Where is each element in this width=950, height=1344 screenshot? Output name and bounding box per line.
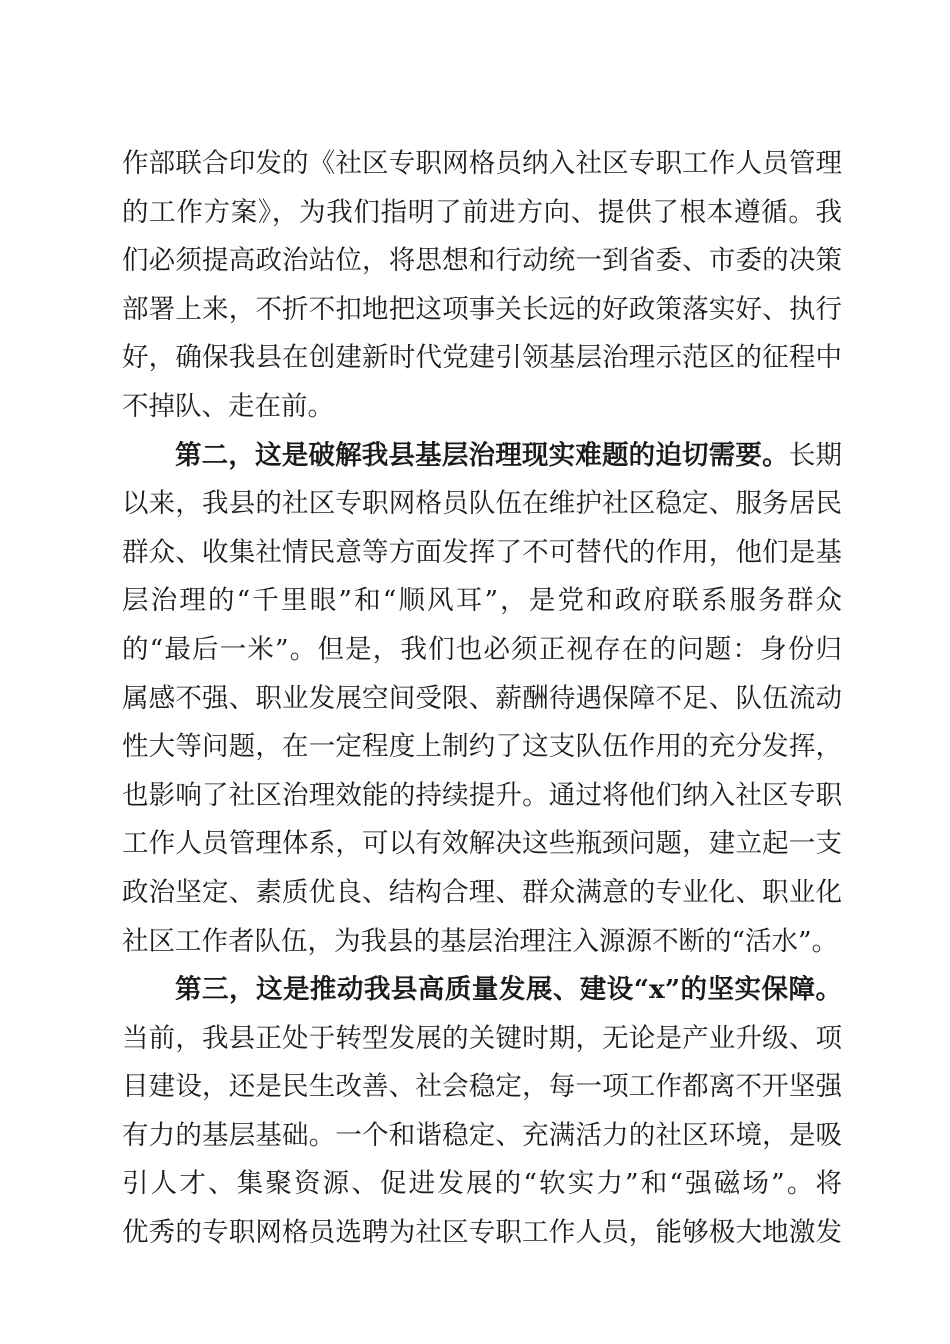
text-line bbox=[122, 966, 842, 1015]
text-line: 部署上来，不折不扣地把这项事关长远的好政策落实好、执行 bbox=[122, 293, 842, 325]
text-line: 有力的基层基础。一个和谐稳定、充满活力的社区环境，是吸 bbox=[122, 1119, 842, 1151]
paragraph-heading: 第二，这是破解我县基层治理现实难题的迫切需要。 bbox=[175, 439, 789, 471]
heading-continuation: 长期 bbox=[788, 439, 842, 471]
paragraph-2 bbox=[122, 432, 842, 967]
text-line: 以来，我县的社区专职网格员队伍在维护社区稳定、服务居民 bbox=[122, 488, 842, 520]
text-line: 的“最后一米”。但是，我们也必须正视存在的问题：身份归 bbox=[122, 633, 842, 665]
paragraph-heading: 第三，这是推动我县高质量发展、建设“x”的坚实保障。 bbox=[175, 974, 842, 1006]
text-line: 的工作方案》，为我们指明了前进方向、提供了根本遵循。我 bbox=[122, 196, 842, 228]
text-line: 层治理的“千里眼”和“顺风耳”，是党和政府联系服务群众 bbox=[122, 585, 842, 617]
paragraph-1 bbox=[122, 140, 842, 432]
text-line: 不掉队、走在前。 bbox=[122, 390, 334, 422]
text-line: 作部联合印发的《社区专职网格员纳入社区专职工作人员管理 bbox=[122, 148, 842, 179]
text-line: 性大等问题，在一定程度上制约了这支队伍作用的充分发挥， bbox=[122, 731, 842, 763]
text-line: 政治坚定、素质优良、结构合理、群众满意的专业化、职业化 bbox=[122, 876, 842, 908]
text-line: 群众、收集社情民意等方面发挥了不可替代的作用，他们是基 bbox=[122, 536, 842, 568]
text-line: 目建设，还是民生改善、社会稳定，每一项工作都离不开坚强 bbox=[122, 1071, 842, 1103]
text-line: 工作人员管理体系，可以有效解决这些瓶颈问题，建立起一支 bbox=[122, 828, 842, 860]
text-line: 优秀的专职网格员选聘为社区专职工作人员，能够极大地激发 bbox=[122, 1217, 842, 1249]
text-line: 引人才、集聚资源、促进发展的“软实力”和“强磁场”。将 bbox=[122, 1168, 842, 1200]
text-line: 当前，我县正处于转型发展的关键时期，无论是产业升级、项 bbox=[122, 1022, 842, 1054]
text-line bbox=[122, 432, 842, 481]
text-line: 属感不强、职业发展空间受限、薪酬待遇保障不足、队伍流动 bbox=[122, 682, 842, 714]
text-line: 社区工作者队伍，为我县的基层治理注入源源不断的“活水”。 bbox=[122, 925, 839, 957]
text-line: 好，确保我县在创建新时代党建引领基层治理示范区的征程中 bbox=[122, 342, 842, 374]
text-line: 们必须提高政治站位，将思想和行动统一到省委、市委的决策 bbox=[122, 245, 842, 277]
text-line: 也影响了社区治理效能的持续提升。通过将他们纳入社区专职 bbox=[122, 779, 842, 811]
body-text bbox=[122, 140, 842, 1258]
paragraph-3 bbox=[122, 966, 842, 1258]
